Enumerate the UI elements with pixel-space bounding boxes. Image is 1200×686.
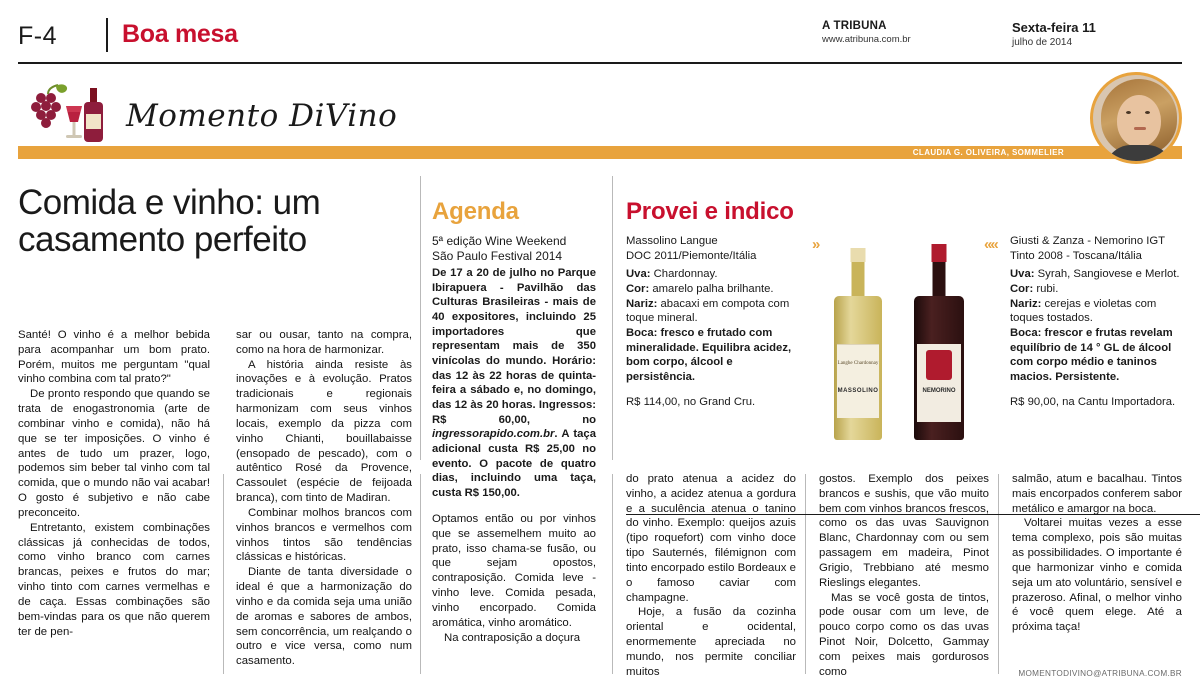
- wine-description: [626, 267, 798, 384]
- paragraph: Hoje, a fusão da cozinha oriental e ocidental, enormemente apreciada no mundo, nos permite conciliar muitos: [626, 606, 796, 678]
- column-rule-2: [612, 176, 613, 460]
- paragraph: Na contraposição a doçura: [444, 631, 581, 644]
- article-column-5: [819, 472, 989, 680]
- wine-price-line: [1010, 395, 1182, 410]
- wine-price: R$ 90,00: [1010, 395, 1056, 408]
- wine-name: [1010, 234, 1182, 263]
- headline-line-2: casamento perfeito: [18, 220, 307, 260]
- agenda-horario-text: das 12 às 22 horas de quinta-feira a sábado e, no domingo, das 12 às 20 horas.: [432, 369, 596, 412]
- bottle-label-art: [926, 350, 952, 380]
- paper-name: A TRIBUNA: [822, 20, 887, 32]
- agenda-intro: De 17 a 20 de julho no Parque Ibirapuera - Pavilhão das Culturas Brasileiras - mais de 40 expositores, incluindo 25 importadores que representam mais de 350 vinícolas do mundo.: [432, 267, 596, 368]
- agenda-block: [432, 234, 596, 501]
- page-folio: F-4: [18, 22, 57, 50]
- wine-field-label: Cor:: [1010, 283, 1034, 296]
- paragraph: sar ou ousar, tanto na compra, como na hora de harmonizar.: [236, 329, 412, 356]
- wine-field-value: abacaxi em compota com toque mineral.: [626, 297, 790, 325]
- wine-field-label: Uva:: [626, 268, 651, 281]
- column-rule-7: [998, 474, 999, 674]
- column-rule-4: [420, 474, 421, 674]
- paragraph: Entretanto, existem combinações clássicas já conhecidas de todos, como vinho branco com carnes brancas, peixes e frutos do mar; vinho tinto com carnes vermelhas e de caça. Essas combinações são bem-vindas para os que não querem ter de pen-: [18, 521, 210, 638]
- agenda-event-title-line1: 5ª edição Wine Weekend: [432, 234, 567, 248]
- agenda-ingressos-label: Ingressos:: [538, 399, 597, 412]
- wine-field-value: Syrah, Sangiovese e Merlot.: [1034, 268, 1180, 281]
- column-logo-band: [18, 78, 1182, 162]
- agenda-heading: Agenda: [432, 198, 519, 225]
- arrow-left-icon: ««: [984, 236, 997, 253]
- bottle-image-red: [914, 244, 964, 440]
- wine-field-value: Chardonnay.: [650, 268, 718, 281]
- wine-field-value: cerejas e violetas com toques tostados.: [1010, 297, 1157, 325]
- orange-rule: [18, 146, 1182, 159]
- column-rule-1: [420, 176, 421, 460]
- arrow-right-icon: »: [812, 236, 819, 253]
- author-credit: CLAUDIA G. OLIVEIRA, SOMMELIER: [912, 148, 1064, 157]
- paragraph: Santé! O vinho é a melhor bebida para acompanhar um bom prato. Porém, muitos me perguntam "qual vinho combina com tal prato?": [18, 329, 210, 386]
- wine-appellation: DOC 2011/Piemonte/Itália: [626, 249, 757, 262]
- article-column-3: [432, 512, 596, 645]
- avatar: [1090, 72, 1182, 164]
- wine-description: [1010, 267, 1182, 384]
- column-rule-3: [223, 474, 224, 674]
- wine-field-value: frescor e frutas revelam equilíbrio de 14 ° GL de álcool com corpo médio e taninos macios. Persistente.: [1010, 327, 1173, 384]
- bottle-image-white: [834, 248, 882, 440]
- wine-field-label: Boca:: [626, 327, 658, 340]
- agenda-horario-label: Horário:: [552, 355, 597, 368]
- agenda-event-title: [432, 234, 596, 264]
- date-weekday: Sexta-feira 11: [1012, 20, 1096, 35]
- wine-field-value: amarelo palha brilhante.: [649, 283, 774, 296]
- paragraph: De pronto respondo que quando se trata de enogastronomia (arte de combinar vinho e comida), não há que se ter imposições. O vinho é antes de tudo um prazer, logo, podemos sim beber tal vinho com tal comida, que o mundo não vai acabar! O gosto é subjetivo e não cabe preconceito.: [18, 388, 210, 519]
- headline-line-1: Comida e vinho: um: [18, 183, 321, 222]
- column-rule-6: [805, 474, 806, 674]
- bottle-capsule: [932, 244, 947, 262]
- paragraph: Mas se você gosta de tintos, pode ousar com um leve, de pouco corpo como os das uvas Pinot Noir, Dolcetto, Gammay com peixes mais gordurosos como: [819, 591, 989, 678]
- wine-field-value: rubi.: [1033, 283, 1059, 296]
- wine-field-label: Boca:: [1010, 327, 1042, 340]
- wine-field-value: fresco e frutado com mineralidade. Equilibra acidez, bom corpo, álcool e persistência.: [626, 327, 792, 384]
- avatar-mouth: [1134, 127, 1146, 130]
- column-logo-text: Momento DiVino: [126, 98, 398, 134]
- article-body: [18, 176, 1182, 676]
- wine-name: [626, 234, 798, 263]
- contact-email[interactable]: MOMENTODIVINO@ATRIBUNA.COM.BR: [1018, 669, 1182, 678]
- section-title: Boa mesa: [122, 20, 238, 48]
- article-column-4: [626, 472, 796, 680]
- paragraph: Voltarei muitas vezes a esse tema complexo, pois são muitas as possibilidades. O importante é que harmonizar vinho e comida seja um ato voluntário, sensível e prazeroso. Afinal, o melhor vinho é você quem elege. Até a próxima taça!: [1012, 517, 1182, 634]
- agenda-ingressos-text: R$ 60,00, no: [432, 413, 596, 426]
- article-column-2: [236, 328, 412, 669]
- wine-field-label: Nariz:: [626, 297, 658, 310]
- paragraph: Optamos então ou por vinhos que se assemelhem muito ao prato, isso chama-se fusão, ou que sejam opostos, contraposição. Comida leve - vinho leve. Comida pesada, vinho encorpado. Comida aromática, vinho aromático.: [432, 513, 596, 629]
- wine-field-label: Cor:: [626, 283, 650, 296]
- bottle-label: [837, 344, 879, 418]
- masthead: [18, 18, 1182, 64]
- column-rule-5: [612, 474, 613, 674]
- wine-name-line1: Massolino Langue: [626, 235, 718, 247]
- date-month-year: julho de 2014: [1012, 37, 1073, 48]
- bottle-label-brand: MASSOLINO: [837, 388, 879, 394]
- article-column-6: [1012, 472, 1182, 635]
- avatar-eye-right: [1145, 111, 1150, 114]
- agenda-ingressos-text2: . A taça adicional custa R$ 25,00 no evento. O pacote de quatro dias, incluindo uma taça, custa R$ 150,00.: [432, 428, 596, 500]
- paragraph: Combinar molhos brancos com vinhos brancos e vermelhos com vinhos tintos são tendências clássicas e históricas.: [236, 506, 412, 564]
- agenda-event-title-line2: São Paulo Festival 2014: [432, 249, 563, 263]
- article-column-1: [18, 328, 210, 639]
- masthead-divider: [106, 18, 108, 52]
- wine-price-line: [626, 395, 798, 410]
- paper-identity: [822, 20, 1012, 48]
- paper-website: www.atribuna.com.br: [822, 34, 911, 45]
- wine-name-line1: Giusti & Zanza - Nemorino IGT: [1010, 235, 1166, 247]
- wine-appellation: Tinto 2008 - Toscana/Itália: [1010, 249, 1142, 262]
- agenda-ticket-site[interactable]: ingressorapido.com.br: [432, 428, 555, 441]
- paragraph: do prato atenua a acidez do vinho, a acidez atenua a gordura e a suculência atenua o tanino do vinho. Exemplo: queijos azuis (tipo roquefort) com vinho doce tipo Sauternés, filémignon com tinto encorpado estilo Bordeaux e o famoso caviar com champagne.: [626, 473, 796, 604]
- wine-card-2: [1010, 234, 1182, 409]
- bottle-capsule: [851, 248, 866, 262]
- provei-heading: Provei e indico: [626, 198, 794, 225]
- avatar-face: [1117, 95, 1161, 147]
- bottle-label-varietal: NEMORINO: [922, 388, 956, 394]
- page-headline: [18, 184, 408, 258]
- wine-field-label: Uva:: [1010, 268, 1035, 281]
- paragraph: salmão, atum e bacalhau. Tintos mais encorpados conferem sabor metálico e amargor na boca.: [1012, 473, 1182, 515]
- issue-date: [1012, 20, 1182, 48]
- avatar-eye-left: [1126, 111, 1131, 114]
- paragraph: Diante de tanta diversidade o ideal é que a harmonização do vinho e da comida seja uma união de aromas e sabores de ambos, sem concorrência, um realçando o outro e vice versa, como num casamento.: [236, 566, 412, 668]
- bottle-label: [917, 344, 961, 422]
- wine-price: R$ 114,00: [626, 395, 678, 408]
- wine-retailer: , na Cantu Importadora.: [1055, 395, 1176, 408]
- masthead-info: [822, 18, 1182, 48]
- paragraph: A história ainda resiste às inovações e à evolução. Pratos tradicionais e regionais harmonizam com seus vinhos locais, exemplo da pizza com vinho Chianti, bouillabaisse (ensopado de pescado), com o autêntico Rosé da Provence, Cassoulet (espécie de feijoada branca), com tinto de Madiran.: [236, 358, 412, 505]
- agenda-text: [432, 266, 596, 501]
- bottle-label-varietal: Langhe Chardonnay: [837, 361, 879, 366]
- wine-card-1: [626, 234, 798, 409]
- wine-field-label: Nariz:: [1010, 297, 1042, 310]
- paragraph: gostos. Exemplo dos peixes brancos e sushis, que vão muito bem com vinhos brancos frescos, como os das uvas Sauvignon Blanc, Chardonnay com ou sem passagem em madeira, Pinot Grigio, Trebbiano até mesmo Rieslings elegantes.: [819, 473, 989, 589]
- wine-illustration-icon: [28, 82, 120, 148]
- wine-retailer: , no Grand Cru.: [677, 395, 756, 408]
